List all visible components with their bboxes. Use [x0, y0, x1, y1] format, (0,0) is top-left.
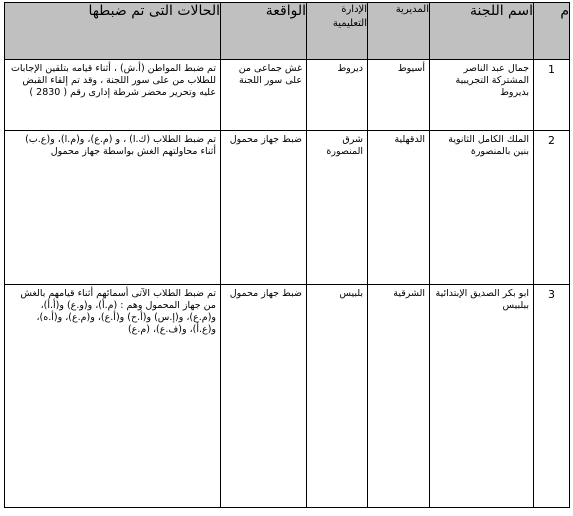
cell-cases: تم ضبط المواطن (أ.ش) ، أثناء قيامه بتلقين الإجابات للطلاب من على سور اللجنة ، وقد تم إلقاء القبض عليه وتحرير محضر شرطة إدارى رقم ( 2830 ): [5, 60, 221, 131]
cell-directorate: الشرقية: [368, 285, 430, 508]
cell-cases: تم ضبط الطلاب الآتى أسمائهم أثناء قيامهم بالغش من جهاز المحمول وهم : (م.أ)، و(و.ع) و(أ.أ)، و(م.ع)، و(إ.س) و(أ.ح) و(أ.ع)، و(م.ع)، و(أ.ه)، و(ع.أ)، و(ف.ع)، (م.ع): [5, 285, 221, 508]
header-cases: الحالات التى تم ضبطها: [5, 3, 221, 60]
cell-administration: شرق المنصورة: [307, 131, 368, 285]
cell-directorate: الدقهلية: [368, 131, 430, 285]
cell-committee: الملك الكامل الثانوية بنين بالمنصورة: [430, 131, 534, 285]
header-directorate: المديرية: [368, 3, 430, 60]
table-row: [5, 285, 570, 508]
header-incident: الواقعة: [221, 3, 307, 60]
cell-incident: ضبط جهاز محمول: [221, 285, 307, 508]
header-administration: الإدارة التعليمية: [307, 3, 368, 60]
cell-num: 2: [534, 131, 570, 285]
cell-administration: ديروط: [307, 60, 368, 131]
table-header-row: [5, 3, 570, 60]
cell-num: 1: [534, 60, 570, 131]
cell-committee: جمال عبد الناصر المشتركة التجريبية بديروط: [430, 60, 534, 131]
header-num: م: [534, 3, 570, 60]
table-row: [5, 131, 570, 285]
cell-incident: ضبط جهاز محمول: [221, 131, 307, 285]
cell-incident: غش جماعى من على سور اللجنة: [221, 60, 307, 131]
cell-num: 3: [534, 285, 570, 508]
cell-administration: بلبيس: [307, 285, 368, 508]
cell-cases: تم ضبط الطلاب (ك.ا) ، و (م.ع)، و(م.ا)، و(ع.ب) أثناء محاولتهم الغش بواسطة جهاز محمول: [5, 131, 221, 285]
cell-directorate: أسيوط: [368, 60, 430, 131]
cases-table: [4, 2, 570, 508]
header-committee: اسم اللجنة: [430, 3, 534, 60]
table-row: [5, 60, 570, 131]
cell-committee: ابو بكر الصديق الإبتدائية ببلبيس: [430, 285, 534, 508]
